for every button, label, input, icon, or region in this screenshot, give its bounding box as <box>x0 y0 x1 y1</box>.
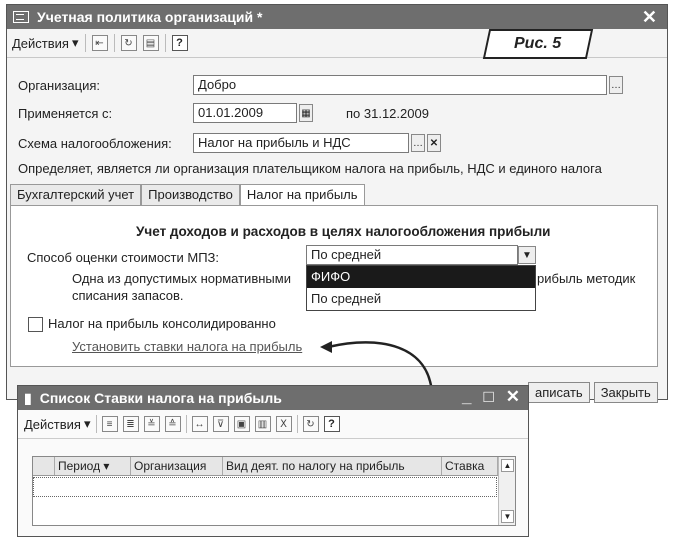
copy-icon[interactable]: ≣ <box>123 416 139 432</box>
tax-scheme-label: Схема налогообложения: <box>18 136 172 151</box>
table-row[interactable] <box>33 477 497 497</box>
mpz-hint-start: Одна из допустимых нормативными <box>72 271 291 286</box>
title-bar <box>7 5 667 29</box>
toolbar-separator <box>85 34 86 52</box>
chevron-down-icon[interactable]: ▼ <box>518 246 536 264</box>
column-organization[interactable]: Организация <box>131 457 223 475</box>
save-button[interactable]: аписать <box>528 382 590 403</box>
figure-label: Рис. 5 <box>483 29 593 59</box>
select-organization-button[interactable]: … <box>609 76 623 94</box>
tax-rates-list-window <box>17 385 529 537</box>
section-title: Учет доходов и расходов в целях налогообложения прибыли <box>136 224 551 239</box>
scroll-down-icon[interactable]: ▼ <box>501 510 514 523</box>
tab-accounting[interactable]: Бухгалтерский учет <box>10 184 141 206</box>
structure-icon[interactable]: ▤ <box>143 35 159 51</box>
consolidated-label: Налог на прибыль консолидированно <box>48 316 276 331</box>
window-icon <box>13 11 29 23</box>
period-icon[interactable]: ↔ <box>192 416 208 432</box>
mpz-valuation-select[interactable]: По средней <box>306 245 518 265</box>
toolbar-separator <box>114 34 115 52</box>
dropdown-option-fifo[interactable]: ФИФО <box>307 266 535 288</box>
row-marker-column <box>33 457 55 475</box>
dropdown-arrow-icon: ▾ <box>83 416 91 431</box>
tax-scheme-hint: Определяет, является ли организация плательщиком налога на прибыль, НДС и единого налога <box>18 161 602 176</box>
toolbar-separator <box>165 34 166 52</box>
calendar-icon[interactable]: ▦ <box>299 104 313 122</box>
tab-bar <box>10 184 365 206</box>
tab-profit-tax[interactable]: Налог на прибыль <box>240 184 365 206</box>
dropdown-option-average[interactable]: По средней <box>311 291 382 306</box>
filter-icon[interactable]: ⊽ <box>213 416 229 432</box>
dropdown-arrow-icon: ▾ <box>71 35 79 50</box>
applies-from-date-field[interactable]: 01.01.2009 <box>193 103 297 123</box>
mpz-hint-line2: списания запасов. <box>72 288 184 303</box>
select-tax-scheme-button[interactable]: … <box>411 134 425 152</box>
list-actions-menu-button[interactable]: Действия ▾ <box>24 416 91 432</box>
filter-list-icon[interactable]: ▥ <box>255 416 271 432</box>
toolbar-separator <box>96 415 97 433</box>
post-icon[interactable]: ⇤ <box>92 35 108 51</box>
organization-label: Организация: <box>18 78 101 93</box>
list-window-title: Список Ставки налога на прибыль <box>39 390 282 406</box>
vertical-scrollbar[interactable] <box>498 457 515 525</box>
set-tax-rates-link[interactable]: Установить ставки налога на прибыль <box>72 339 303 354</box>
minimize-icon[interactable]: _ <box>462 387 472 406</box>
column-activity-type[interactable]: Вид деят. по налогу на прибыль <box>223 457 442 475</box>
scroll-up-icon[interactable]: ▲ <box>501 459 514 472</box>
mpz-dropdown-list <box>306 265 536 311</box>
actions-menu-button[interactable]: Действия ▾ <box>12 35 79 51</box>
list-window-icon: ▮ <box>24 389 32 406</box>
consolidated-checkbox[interactable] <box>28 317 43 332</box>
dialog-buttons <box>528 382 667 403</box>
applies-from-label: Применяется с: <box>18 106 113 121</box>
add-icon[interactable]: ≡ <box>102 416 118 432</box>
maximize-icon[interactable]: □ <box>483 387 494 406</box>
window-controls <box>462 387 520 407</box>
list-title-bar <box>18 386 528 410</box>
list-toolbar <box>18 410 528 439</box>
close-button[interactable]: Закрыть <box>594 382 658 403</box>
edit-icon[interactable]: ≚ <box>144 416 160 432</box>
column-period[interactable]: Период ▾ <box>55 457 131 475</box>
help-icon[interactable]: ? <box>324 416 340 432</box>
organization-field[interactable]: Добро <box>193 75 607 95</box>
toolbar-separator <box>186 415 187 433</box>
period-end-text: по 31.12.2009 <box>346 106 429 121</box>
mpz-valuation-label: Способ оценки стоимости МПЗ: <box>27 250 220 265</box>
help-icon[interactable]: ? <box>172 35 188 51</box>
mpz-hint-end: рибыль методик <box>537 271 636 286</box>
window-title: Учетная политика организаций * <box>37 9 263 25</box>
close-icon[interactable]: ✕ <box>641 7 657 27</box>
clear-filter-icon[interactable]: Ⅹ <box>276 416 292 432</box>
table-header <box>33 457 515 476</box>
toolbar-separator <box>297 415 298 433</box>
clear-icon[interactable]: ✕ <box>427 134 441 152</box>
tab-production[interactable]: Производство <box>141 184 240 206</box>
rates-table <box>32 456 516 526</box>
close-icon[interactable]: ✕ <box>505 387 520 406</box>
filter-value-icon[interactable]: ▣ <box>234 416 250 432</box>
tax-scheme-field[interactable]: Налог на прибыль и НДС <box>193 133 409 153</box>
refresh-icon[interactable]: ↻ <box>121 35 137 51</box>
column-rate[interactable]: Ставка <box>442 457 498 475</box>
delete-icon[interactable]: ≙ <box>165 416 181 432</box>
refresh-icon[interactable]: ↻ <box>303 416 319 432</box>
